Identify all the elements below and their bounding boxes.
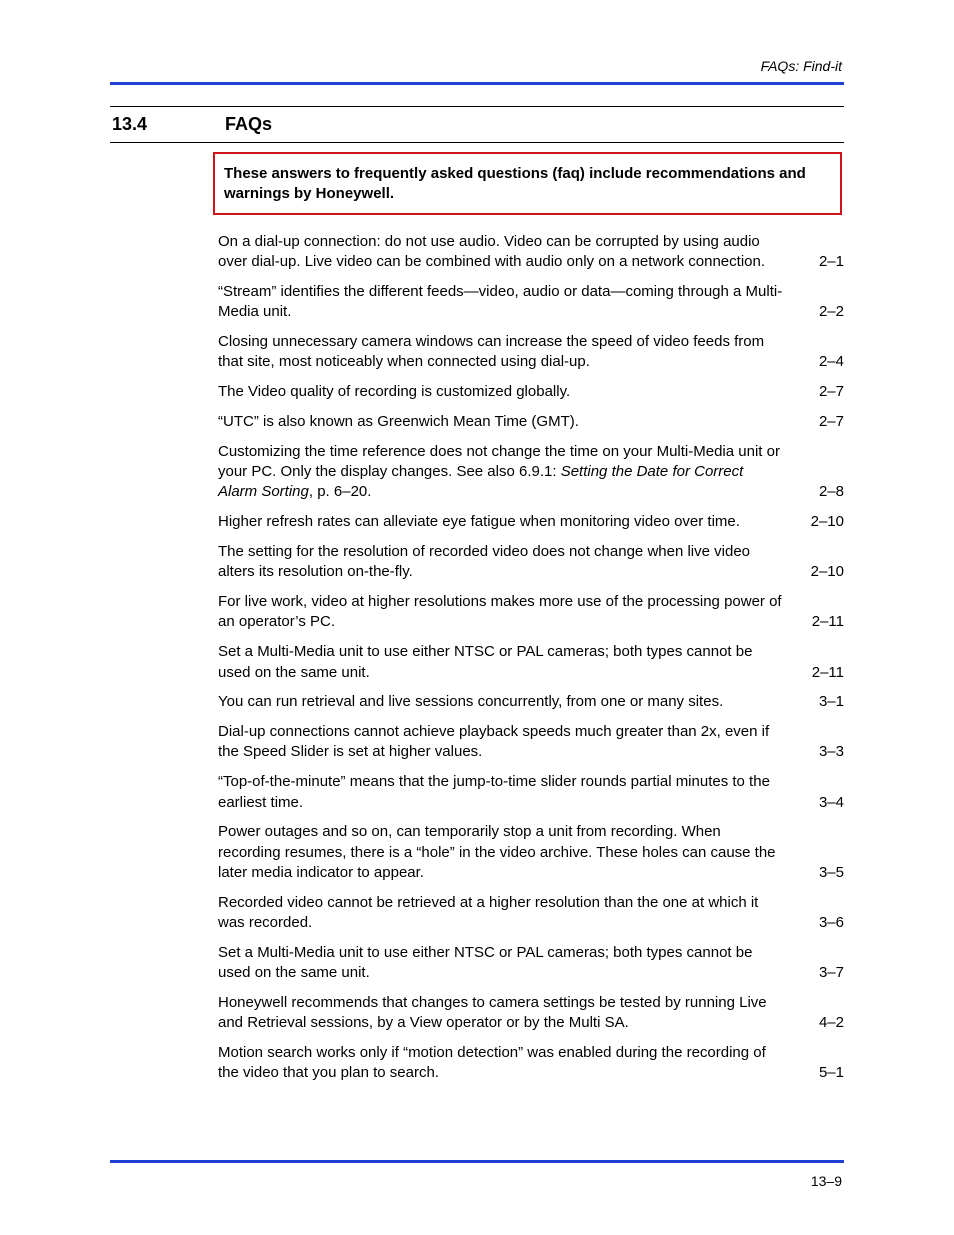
faq-item (218, 512, 844, 532)
faq-page-ref: 3–7 (818, 964, 844, 982)
faq-item (218, 943, 844, 984)
faq-page-ref: 3–6 (818, 914, 844, 932)
faq-item (218, 893, 844, 934)
faq-page-ref: 4–2 (818, 1014, 844, 1032)
faq-item (218, 542, 844, 583)
faq-item (218, 1043, 844, 1084)
callout-box (213, 152, 842, 215)
faq-item (218, 692, 844, 712)
faq-text: Closing unnecessary camera windows can increase the speed of video feeds from that site, most noticeably when connected using dial-up. (218, 333, 765, 371)
section-rule-bottom (110, 142, 844, 143)
faq-page-ref: 2–8 (818, 483, 844, 501)
faq-text: Recorded video cannot be retrieved at a higher resolution than the one at which it was recorded. (218, 893, 759, 932)
faq-item (218, 772, 844, 813)
faq-list (218, 232, 844, 1093)
faq-item (218, 232, 844, 273)
faq-text-before: Customizing the time reference does not change the time on your Multi-Media unit or your PC. Only the display changes. See also 6.9.1: (218, 442, 780, 481)
callout-text: These answers to frequently asked questions (faq) include recommendations and warnings by Honeywell. (224, 165, 806, 202)
faq-text: “Stream” identifies the different feeds—video, audio or data—coming through a Multi-Media unit. (218, 283, 783, 321)
faq-page-ref: 3–3 (818, 743, 844, 761)
faq-page-ref: 2–10 (810, 563, 844, 581)
faq-text: The Video quality of recording is customized globally. (218, 383, 571, 401)
cross-reference-title: Setting the Date for Correct Alarm Sorting (218, 463, 744, 501)
faq-page-ref: 2–11 (811, 663, 844, 681)
faq-page-ref: 3–5 (818, 863, 844, 881)
faq-page-ref: 3–1 (818, 693, 844, 711)
faq-page-ref: 2–4 (818, 353, 844, 371)
faq-text: Power outages and so on, can temporarily stop a unit from recording. When recording resumes, there is a “hole” in the video archive. These holes can cause the later media indicator to appear. (218, 823, 776, 881)
faq-item (218, 722, 844, 763)
faq-item (218, 382, 844, 402)
faq-text: Higher refresh rates can alleviate eye fatigue when monitoring video over time. (218, 513, 740, 531)
section-number: 13.4 (112, 114, 148, 134)
faq-item (218, 412, 844, 432)
section-rule-top (110, 106, 844, 107)
faq-text: Motion search works only if “motion detection” was enabled during the recording of the video that you plan to search. (218, 1044, 766, 1082)
faq-page-ref: 2–11 (811, 613, 844, 631)
faq-page-ref: 3–4 (818, 793, 844, 811)
faq-item (218, 282, 844, 323)
faq-page-ref: 2–7 (818, 383, 844, 401)
faq-page-ref: 2–1 (818, 253, 844, 271)
faq-page-ref: 2–10 (810, 513, 844, 531)
faq-item (218, 993, 844, 1034)
faq-text: For live work, video at higher resolutions makes more use of the processing power of an operator’s PC. (218, 593, 782, 631)
faq-text: Set a Multi-Media unit to use either NTSC or PAL cameras; both types cannot be used on the same unit. (218, 943, 753, 982)
faq-text: You can run retrieval and live sessions concurrently, from one or many sites. (218, 693, 724, 711)
faq-item (218, 332, 844, 373)
faq-text: The setting for the resolution of recorded video does not change when live video alters its resolution on-the-fly. (218, 543, 751, 581)
faq-item (218, 592, 844, 633)
faq-page-ref: 2–7 (818, 413, 844, 431)
faq-text: “Top-of-the-minute” means that the jump-to-time slider rounds partial minutes to the earliest time. (218, 773, 770, 811)
faq-text: Dial-up connections cannot achieve playback speeds much greater than 2x, even if the Speed Slider is set at higher values. (218, 723, 770, 761)
faq-page-ref: 2–2 (818, 303, 844, 321)
faq-text: “UTC” is also known as Greenwich Mean Time (GMT). (218, 413, 579, 431)
faq-page-ref: 5–1 (818, 1064, 844, 1082)
faq-text: Set a Multi-Media unit to use either NTSC or PAL cameras; both types cannot be used on the same unit. (218, 643, 753, 681)
header-rule (110, 82, 844, 85)
section-title: FAQs (225, 114, 273, 134)
faq-text: On a dial-up connection: do not use audio. Video can be corrupted by using audio over dial-up. Live video can be combined with audio only on a network connection. (218, 233, 766, 271)
footer-rule (110, 1160, 844, 1163)
faq-item (218, 642, 844, 683)
faq-item (218, 442, 844, 503)
faq-text (218, 442, 783, 503)
faq-item (218, 822, 844, 883)
faq-text-after: , p. 6–20. (308, 483, 372, 501)
page-number: 13–9 (810, 1173, 842, 1189)
faq-text: Honeywell recommends that changes to camera settings be tested by running Live and Retrieval sessions, by a View operator or by the Multi SA. (218, 993, 767, 1032)
running-head: FAQs: Find-it (760, 58, 842, 74)
